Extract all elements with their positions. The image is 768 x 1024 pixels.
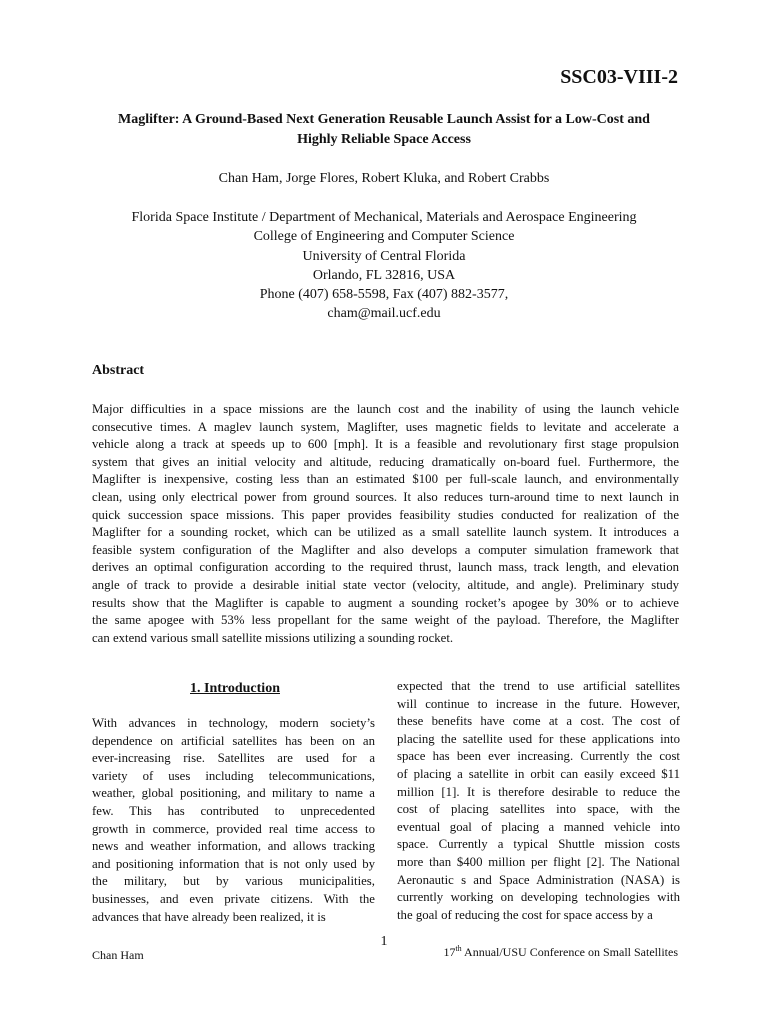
abstract-line: consecutive times. A maglev launch system, Maglifter, uses magnetic fields to levitate and accelerate a: [92, 419, 679, 434]
body-line: businesses, and even private citizens. With the: [92, 891, 375, 906]
abstract-line: the same apogee with 53% less propellant for the same weight of the payload. Therefore, the Maglifter: [92, 613, 679, 628]
affiliation-line: Phone (407) 658-5598, Fax (407) 882-3577,: [259, 287, 509, 303]
abstract-line: Major difficulties in a space missions are the launch cost and the inability of using the launch vehicle: [92, 402, 679, 416]
body-line: the goal of reducing the cost for space access by a: [397, 907, 653, 922]
abstract-line: Maglifter for a sounding rocket, which can be utilized as a small satellite launch system. It introduces a: [92, 525, 679, 540]
body-line: dependence on artificial satellites has been on an: [92, 733, 375, 748]
right-column-text: [397, 678, 680, 924]
body-line: these benefits have come at a cost. The cost of: [397, 714, 680, 729]
body-line: placing the satellite used for these applications into: [397, 731, 680, 746]
conference-name: Annual/USU Conference on Small Satellites: [461, 945, 678, 959]
body-line: of placing a satellite in orbit can easily exceed $11: [397, 766, 680, 781]
body-line: growth in commerce, provided real time access to: [92, 821, 375, 836]
paper-title: [60, 110, 708, 150]
body-line: expected that the trend to use artificial satellites: [397, 679, 680, 693]
affiliation-block: [0, 208, 768, 324]
title-line: Maglifter: A Ground-Based Next Generation Reusable Launch Assist for a Low-Cost and: [118, 112, 650, 127]
body-line: advances that have already been realized, it is: [92, 909, 326, 924]
section-heading-introduction: [92, 681, 378, 697]
abstract-line: vehicle along a track at speeds up to 600 [mph]. It is a feasible and revolutionary first stage propulsion: [92, 437, 679, 452]
body-line: million [1]. It is therefore desirable to reduce the: [397, 784, 680, 799]
abstract-line: clean, using only electrical power from ground sources. It also reduces turn-around time to next launch in: [92, 489, 679, 504]
body-line: few. This has contributed to unprecedented: [92, 803, 375, 818]
body-line: currently working on developing technologies with: [397, 890, 680, 905]
conference-ordinal: 17: [443, 945, 456, 959]
conference-ordinal-suffix: th: [455, 944, 462, 953]
abstract-line: can extend various small satellite missions utilizing a sounding rocket.: [92, 630, 454, 645]
body-line: the military, but by various municipalities,: [92, 874, 375, 889]
left-column-text: [92, 715, 375, 926]
footer-conference: [443, 944, 678, 960]
body-line: Aeronautic s and Space Administration (NASA) is: [397, 872, 680, 887]
body-line: variety of uses including telecommunications,: [92, 768, 375, 783]
body-line: and positioning information that is not only used by: [92, 856, 375, 871]
body-line: news and weather information, and allows tracking: [92, 839, 375, 854]
body-line: ever-increasing rise. Satellites are used for a: [92, 751, 375, 766]
abstract-line: feasible system configuration of the Maglifter and also develops a computer simulation framework that: [92, 542, 679, 557]
affiliation-line: Florida Space Institute / Department of Mechanical, Materials and Aerospace Engineering: [131, 210, 637, 225]
body-line: more than $400 million per flight [2]. The National: [397, 854, 680, 869]
body-line: cost of placing satellites into space, with the: [397, 802, 680, 817]
affiliation-line: Orlando, FL 32816, USA: [312, 267, 456, 283]
abstract-body: [92, 401, 679, 647]
abstract-line: results show that the Maglifter is capable to augment a sounding rocket’s apogee by 30% or to achieve: [92, 595, 679, 610]
body-line: weather, global positioning, and military to name a: [92, 786, 375, 801]
paper-id: SSC03-VIII-2: [560, 66, 678, 88]
affiliation-line: College of Engineering and Computer Science: [253, 229, 515, 245]
body-line: will continue to increase in the future. However,: [397, 696, 680, 711]
abstract-line: angle of track to provide a desirable initial state vector (velocity, altitude, and angle). Preliminary study: [92, 577, 679, 592]
footer-author: Chan Ham: [92, 948, 144, 962]
title-line: Highly Reliable Space Access: [297, 132, 471, 147]
affiliation-line: University of Central Florida: [302, 248, 466, 264]
page-number: 1: [380, 934, 388, 949]
abstract-line: Maglifter is inexpensive, costing less than an estimated $100 per full-scale launch, and environmentally: [92, 472, 679, 487]
body-line: space. Currently a typical Shuttle mission costs: [397, 837, 680, 852]
abstract-heading: Abstract: [92, 363, 145, 378]
body-line: With advances in technology, modern society’s: [92, 716, 375, 730]
abstract-line: derives an optimal configuration according to the required thrust, launch mass, track length, and elevation: [92, 560, 679, 575]
affiliation-email: cham@mail.ucf.edu: [327, 306, 441, 322]
abstract-line: quick succession space missions. This paper provides feasibility studies conducted for realization of the: [92, 507, 679, 522]
abstract-line: system that gives an initial velocity and altitude, reducing dramatically on-board fuel. Furthermore, the: [92, 454, 679, 469]
body-line: eventual goal of placing a manned vehicle into: [397, 819, 680, 834]
author-list: Chan Ham, Jorge Flores, Robert Kluka, and Robert Crabbs: [218, 171, 550, 186]
body-line: space has been ever increasing. Currently the cost: [397, 749, 680, 764]
section-heading-text: 1. Introduction: [190, 681, 280, 696]
